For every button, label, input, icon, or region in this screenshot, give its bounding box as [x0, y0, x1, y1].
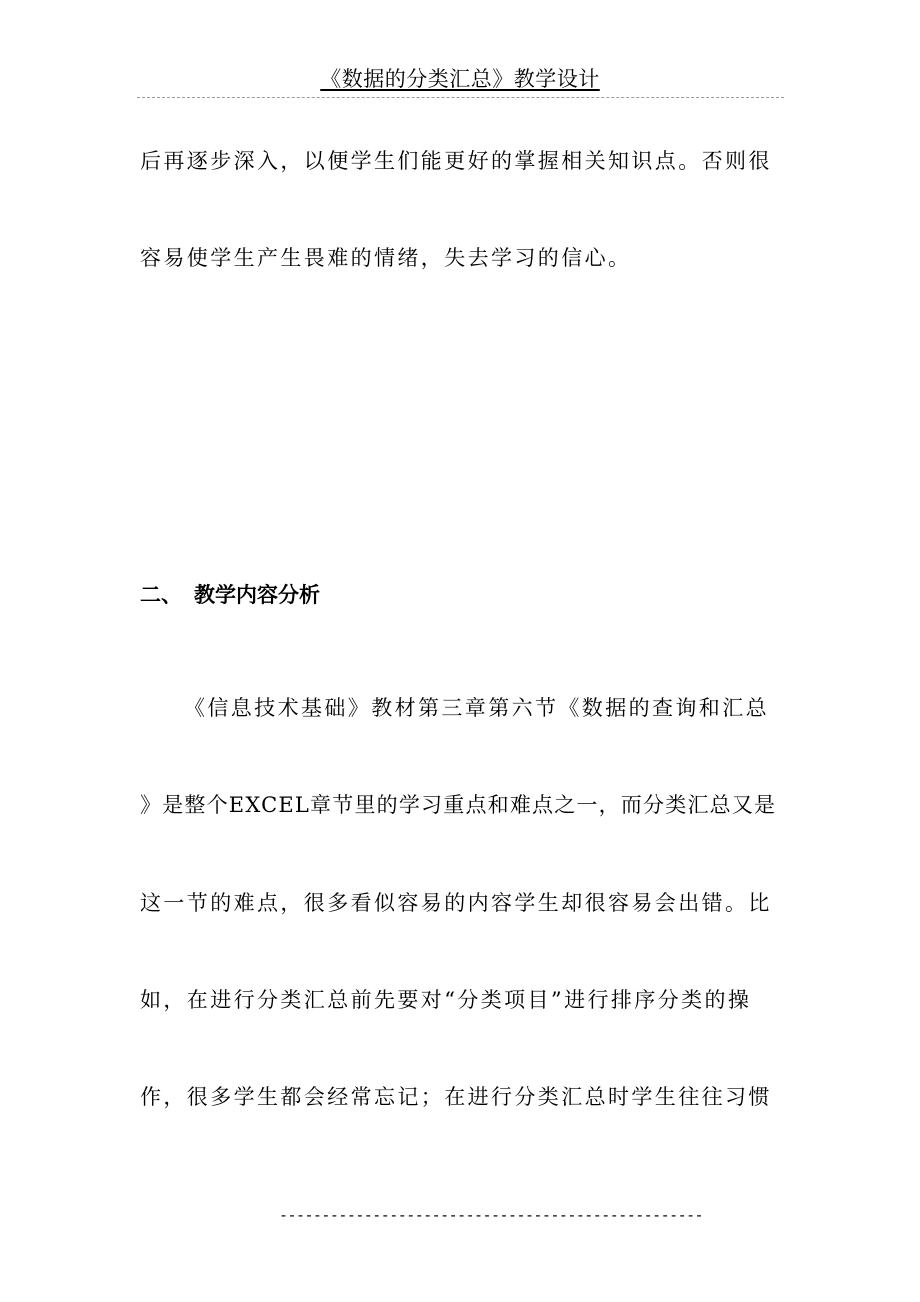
- header-divider: [137, 97, 784, 98]
- paragraph-line: 作，很多学生都会经常忘记；在进行分类汇总时学生往往习惯: [140, 1085, 772, 1109]
- section-title: 教学内容分析: [194, 583, 320, 607]
- paragraph-line: 《信息技术基础》教材第三章第六节《数据的查询和汇总: [184, 696, 769, 720]
- section-heading: [140, 580, 320, 610]
- paragraph-line: 》是整个EXCEL章节里的学习重点和难点之一，而分类汇总又是: [140, 793, 777, 817]
- footer-divider: --------------------------------------------------: [279, 1206, 704, 1224]
- document-title: 《数据的分类汇总》教学设计: [320, 67, 600, 91]
- paragraph-line: 如，在进行分类汇总前先要对“分类项目”进行排序分类的操: [140, 988, 752, 1012]
- page-header: [0, 64, 920, 94]
- section-number: 二、: [140, 583, 182, 607]
- paragraph-line: 后再逐步深入，以便学生们能更好的掌握相关知识点。否则很: [140, 149, 772, 173]
- paragraph-line: 这一节的难点，很多看似容易的内容学生却很容易会出错。比: [140, 891, 772, 915]
- paragraph-line: 容易使学生产生畏难的情绪，失去学习的信心。: [140, 246, 632, 270]
